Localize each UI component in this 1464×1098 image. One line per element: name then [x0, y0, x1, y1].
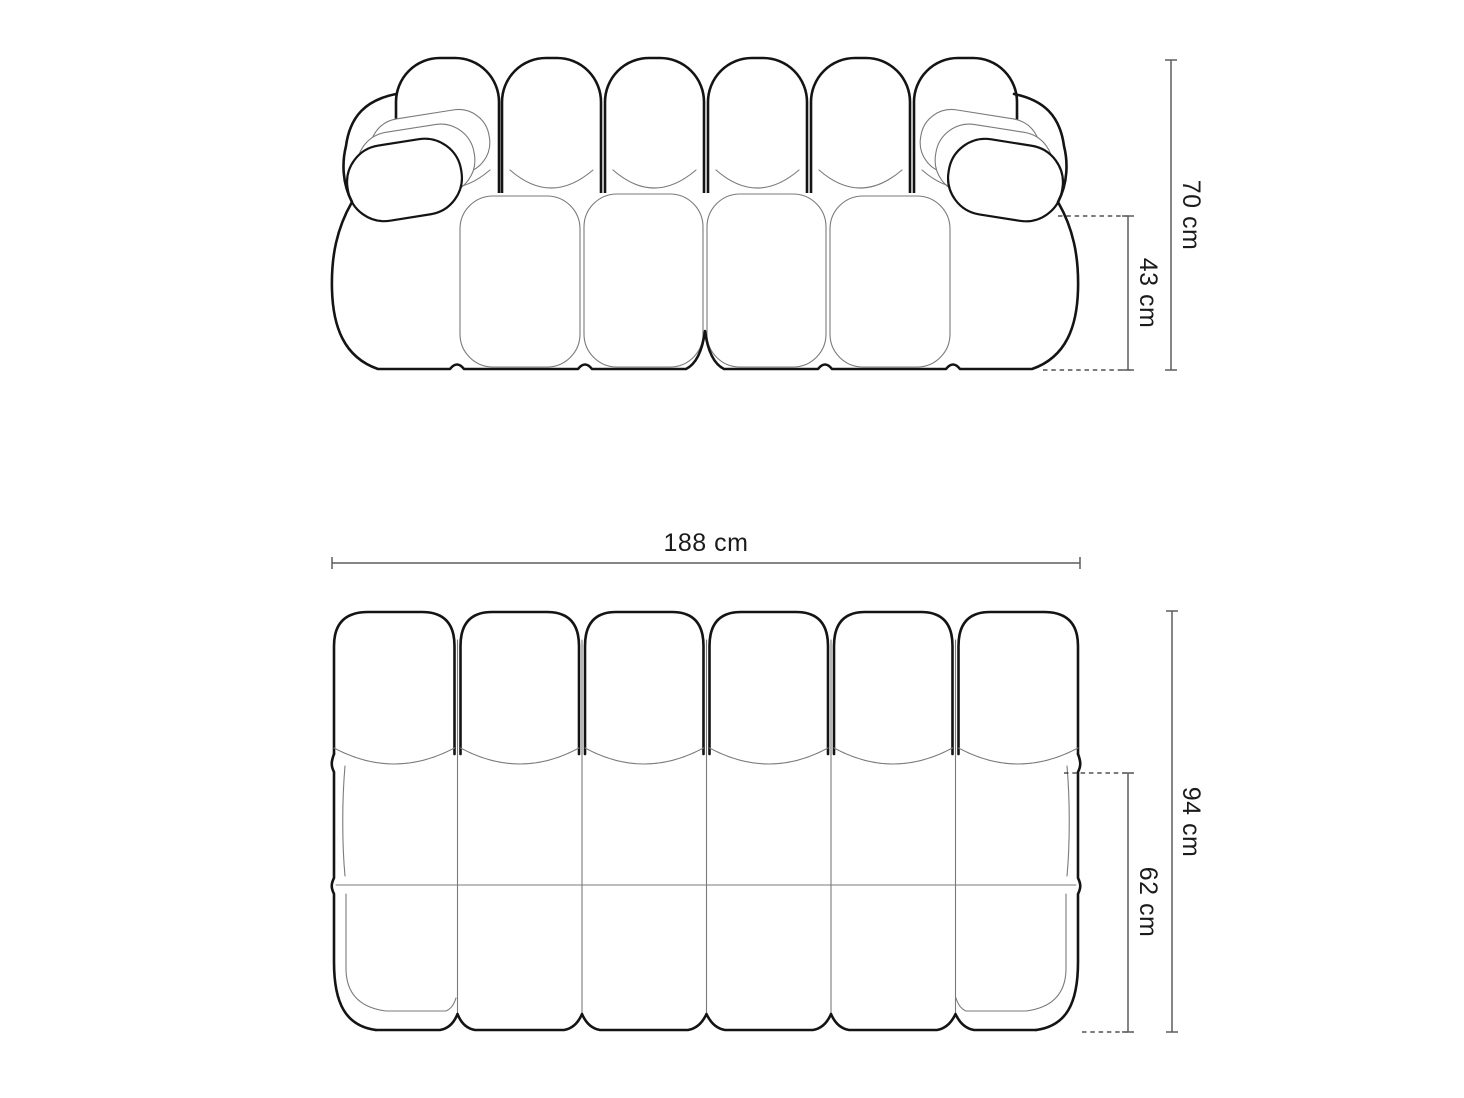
front-seat-cushion: [584, 194, 703, 367]
total-depth-label: 94 cm: [1177, 786, 1205, 858]
top-back-cushion: [959, 612, 1079, 754]
top-back-cushion: [585, 612, 704, 754]
top-back-cushion-front-curve: [710, 748, 829, 764]
top-back-cushion-front-curve: [461, 748, 580, 764]
top-back-cushion-front-curve: [959, 748, 1079, 764]
front-seat-base: [346, 193, 1064, 366]
total-width-label: 188 cm: [663, 529, 749, 557]
top-back-cushion-front-curve: [334, 748, 455, 764]
top-view: [332, 612, 1081, 1030]
top-view-echo: [343, 766, 345, 876]
front-seat-cushion: [830, 196, 950, 367]
top-back-cushion: [461, 612, 580, 754]
seat-height-label: 43 cm: [1134, 257, 1162, 329]
top-view-echo: [346, 894, 456, 1011]
top-view-echo: [1067, 766, 1069, 876]
top-back-cushion: [834, 612, 953, 754]
top-view-left-edge: [332, 754, 376, 1030]
top-back-cushion: [710, 612, 829, 754]
seat-depth-label: 62 cm: [1134, 866, 1162, 938]
top-view-right-edge: [1036, 754, 1080, 1030]
front-view: [332, 58, 1078, 369]
top-view-front-edge: [376, 1014, 1036, 1030]
front-seat-cushion: [707, 194, 826, 367]
top-back-cushion-front-curve: [585, 748, 704, 764]
front-seat-cushion: [460, 196, 580, 367]
top-back-cushion-front-curve: [834, 748, 953, 764]
top-back-cushion: [334, 612, 455, 754]
total-height-label: 70 cm: [1177, 179, 1205, 251]
top-view-echo: [956, 894, 1066, 1011]
